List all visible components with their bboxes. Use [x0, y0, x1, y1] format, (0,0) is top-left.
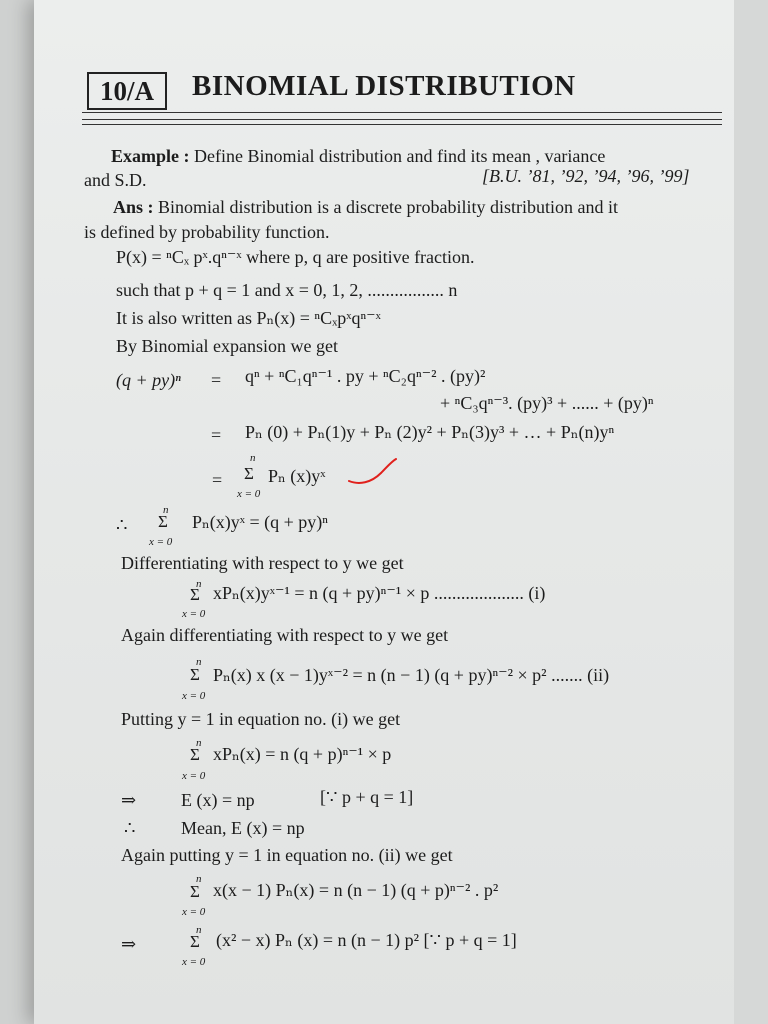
header-rule-top — [82, 112, 722, 113]
sum-sign-2: Σ — [158, 512, 168, 531]
sum-upper-5: n — [196, 737, 202, 749]
therefore-sym: ∴ — [116, 515, 128, 535]
expansion-lhs: (q + py)ⁿ — [116, 370, 181, 390]
chapter-title: BINOMIAL DISTRIBUTION — [192, 70, 576, 102]
by-expansion-line: By Binomial expansion we get — [116, 336, 338, 356]
sum-lower-7: x = 0 — [182, 956, 206, 968]
sum-lower-2: x = 0 — [149, 536, 173, 548]
expected-value-line: E (x) = np — [181, 790, 255, 810]
expansion-rhs-2: + ⁿC₃qⁿ⁻³. (py)³ + ...... + (py)ⁿ — [440, 393, 654, 413]
also-written-line: It is also written as Pₙ(x) = ⁿCₓpˣqⁿ⁻ˣ — [116, 308, 381, 328]
equation-final: (x² − x) Pₙ (x) = n (n − 1) p² [∵ p + q = 1] — [216, 930, 517, 950]
sum-upper-3: n — [196, 578, 202, 590]
example-label: Example : — [111, 146, 190, 166]
pmf-line: P(x) = ⁿCₓ pˣ.qⁿ⁻ˣ where p, q are positive fraction. — [116, 247, 475, 267]
sum-upper-4: n — [196, 656, 202, 668]
equation-put-ii: x(x − 1) Pₙ(x) = n (n − 1) (q + p)ⁿ⁻² . p² — [213, 880, 499, 900]
expansion-rhs-4: Pₙ (x)yˣ — [268, 466, 326, 486]
expansion-rhs-1: qⁿ + ⁿC₁qⁿ⁻¹ . py + ⁿC₂qⁿ⁻² . (py)² — [245, 366, 486, 386]
mean-line: Mean, E (x) = np — [181, 818, 305, 838]
equation-ii: Pₙ(x) x (x − 1)yˣ⁻² = n (n − 1) (q + py)ⁿ⁻² × p² ....... (ii) — [213, 665, 610, 685]
answer-label: Ans : — [113, 197, 154, 217]
sum-lower-4: x = 0 — [182, 690, 206, 702]
answer-line-1 — [113, 197, 618, 218]
putting-ii-line: Again putting y = 1 in equation no. (ii) we get — [121, 845, 453, 865]
answer-text: Binomial distribution is a discrete probability distribution and it — [158, 197, 618, 217]
sum-sign-1: Σ — [244, 464, 254, 483]
sum-upper-6: n — [196, 873, 202, 885]
answer-line-2: is defined by probability function. — [84, 222, 330, 242]
implies-sym-1: ⇒ — [121, 790, 137, 810]
header-rule-bottom — [82, 124, 722, 125]
sum-lower-5: x = 0 — [182, 770, 206, 782]
sum-lower-6: x = 0 — [182, 906, 206, 918]
page-edge — [734, 0, 768, 1024]
again-diff-line: Again differentiating with respect to y we get — [121, 625, 449, 645]
example-text: Define Binomial distribution and find its mean , variance — [194, 146, 606, 166]
sum-lower-1: x = 0 — [237, 488, 261, 500]
expansion-eq-3: = — [212, 470, 223, 490]
example-line-1 — [111, 146, 605, 167]
equation-put-i: xPₙ(x) = n (q + p)ⁿ⁻¹ × p — [213, 744, 392, 764]
sum-upper-2: n — [163, 504, 169, 516]
therefore-eq: Pₙ(x)yˣ = (q + py)ⁿ — [192, 512, 328, 532]
mean-because: [∵ p + q = 1] — [320, 787, 414, 807]
therefore-sym-2: ∴ — [124, 818, 136, 838]
sum-upper-7: n — [196, 924, 202, 936]
condition-line: such that p + q = 1 and x = 0, 1, 2, ................. n — [116, 280, 458, 300]
sum-upper-1: n — [250, 452, 256, 464]
example-reference: [B.U. ’81, ’92, ’94, ’96, ’99] — [482, 166, 690, 186]
expansion-eq-2: = — [211, 425, 222, 445]
header-rule-mid — [82, 119, 722, 120]
chapter-number-box: 10/A — [87, 72, 167, 110]
example-line-2: and S.D. — [84, 170, 147, 190]
sum-sign-5: Σ — [190, 745, 200, 764]
diff-line: Differentiating with respect to y we get — [121, 553, 404, 573]
red-check-icon — [347, 455, 399, 487]
sum-sign-6: Σ — [190, 882, 200, 901]
sum-sign-7: Σ — [190, 932, 200, 951]
sum-lower-3: x = 0 — [182, 608, 206, 620]
expansion-eq-1: = — [211, 370, 222, 390]
putting-i-line: Putting y = 1 in equation no. (i) we get — [121, 709, 401, 729]
expansion-rhs-3: Pₙ (0) + Pₙ(1)y + Pₙ (2)y² + Pₙ(3)y³ + … + Pₙ(n)yⁿ — [245, 422, 615, 442]
sum-sign-4: Σ — [190, 665, 200, 684]
equation-i: xPₙ(x)yˣ⁻¹ = n (q + py)ⁿ⁻¹ × p .................... (i) — [213, 583, 546, 603]
implies-sym-2: ⇒ — [121, 934, 137, 954]
sum-sign-3: Σ — [190, 585, 200, 604]
